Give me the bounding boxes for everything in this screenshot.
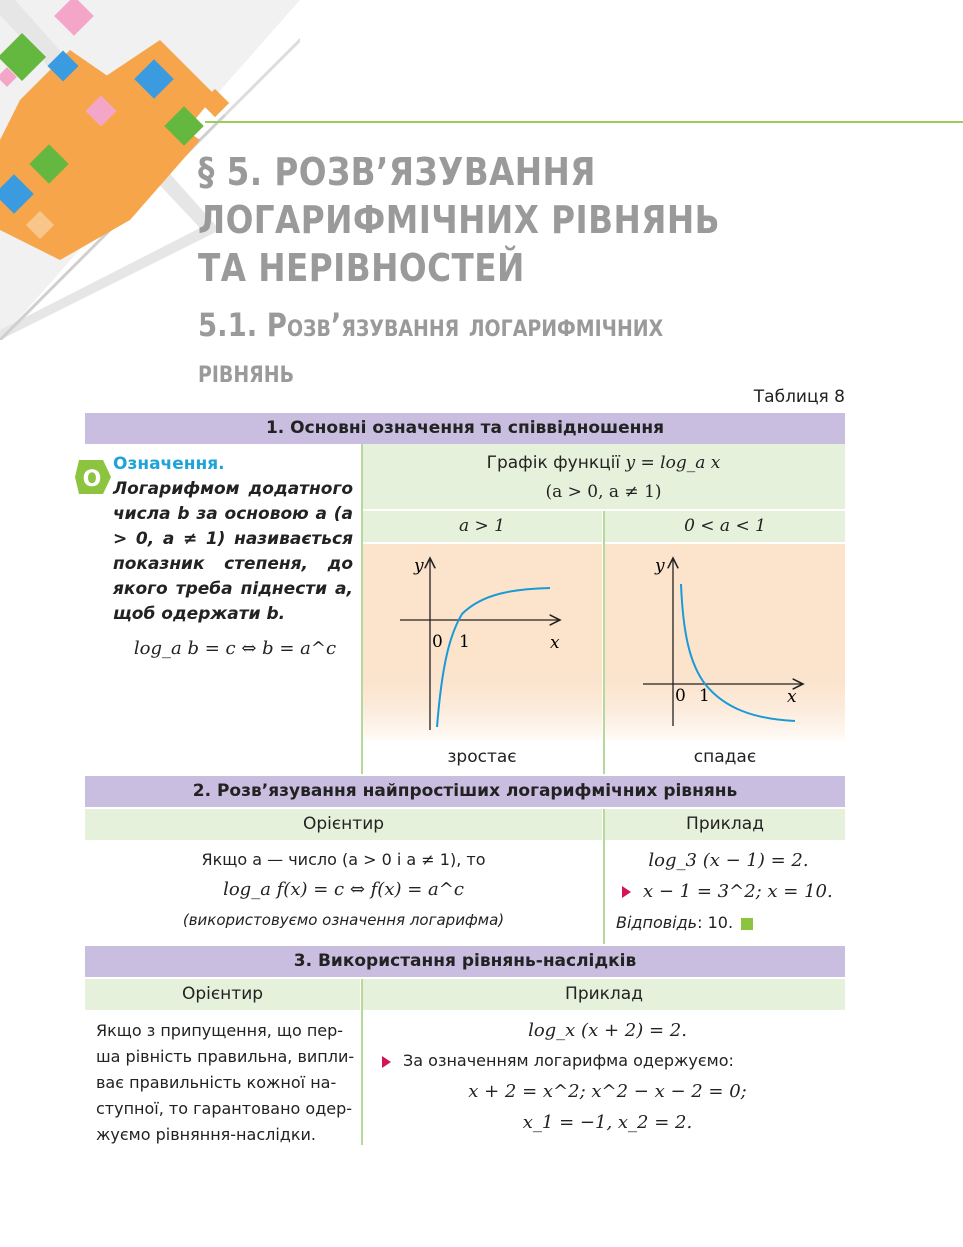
svg-text:0: 0 xyxy=(432,632,443,652)
section-title-line-1: § 5. РОЗВ’ЯЗУВАННЯ xyxy=(198,150,596,194)
block3-col-guide: Орієнтир xyxy=(85,979,360,1010)
divider xyxy=(603,809,605,944)
graph-increasing-area xyxy=(362,544,602,740)
graph-function: y = log_a x xyxy=(625,453,721,473)
block2-col-guide: Орієнтир xyxy=(85,809,602,840)
graph-decreasing-area xyxy=(605,544,845,740)
svg-text:y: y xyxy=(414,556,424,576)
block2-header: 2. Розв’язування найпростіших логарифмічних рівнянь xyxy=(85,776,845,807)
solution-marker-icon xyxy=(382,1056,391,1068)
section-title xyxy=(198,148,800,292)
graph-increasing xyxy=(362,544,602,740)
table-caption: Таблиця 8 xyxy=(753,387,845,407)
block1-header: 1. Основні означення та співвідношення xyxy=(85,413,845,444)
block3-example xyxy=(370,1016,845,1138)
caption-increasing: зростає xyxy=(447,747,517,767)
section-title-line-3: ТА НЕРІВНОСТЕЙ xyxy=(198,246,525,290)
graph-title: Графік функції xyxy=(486,453,621,473)
subsection-title xyxy=(198,302,852,394)
graph-decreasing xyxy=(605,544,845,740)
definition-text xyxy=(113,452,353,627)
block3-rule-line: ша рівність правильна, випли- xyxy=(96,1047,355,1066)
block3-rule-line: ває правильність кожної на- xyxy=(96,1073,337,1092)
definition-body: Логарифмом додатного числа b за основою a (a > 0, a ≠ 1) називається показник степеня, до якого треба піднести a, щоб одержати b. xyxy=(113,479,353,624)
col-a-less-1: 0 < a < 1 xyxy=(605,511,845,542)
caption-decreasing: спадає xyxy=(693,747,757,767)
definition-label: Означення. xyxy=(113,454,225,474)
svg-text:x: x xyxy=(550,633,560,653)
subsection-title-line-1: 5.1. Розв’язування логарифмічних xyxy=(198,306,664,344)
block3-example-line1: x + 2 = x^2; x^2 − x − 2 = 0; xyxy=(468,1081,747,1102)
block2-example xyxy=(612,846,845,941)
block3-col-example: Приклад xyxy=(363,979,845,1010)
svg-text:1: 1 xyxy=(699,686,710,706)
divider xyxy=(603,511,605,774)
block3-example-line2: x_1 = −1, x_2 = 2. xyxy=(522,1112,693,1133)
block3-header: 3. Використання рівнянь-наслідків xyxy=(85,946,845,977)
definition-formula: log_a b = c ⇔ b = a^c xyxy=(133,638,337,659)
block3-guide xyxy=(96,1018,358,1148)
definition-badge-icon xyxy=(75,456,111,498)
block2-example-eq: log_3 (x − 1) = 2. xyxy=(648,850,809,871)
col-a-greater-1: a > 1 xyxy=(362,511,602,542)
block2-rule-formula: log_a f(x) = c ⇔ f(x) = a^c xyxy=(223,879,464,900)
subsection-title-line-2: рівнянь xyxy=(198,352,294,390)
block2-guide xyxy=(85,846,602,941)
block2-rule-note: (використовуємо означення логарифма) xyxy=(182,911,505,929)
svg-text:y: y xyxy=(655,556,665,576)
svg-text:1: 1 xyxy=(459,632,470,652)
block2-rule-text: Якщо a — число (a > 0 і a ≠ 1), то xyxy=(201,850,486,869)
block2-answer: Відповідь: 10. xyxy=(612,908,845,938)
section-title-line-2: ЛОГАРИФМІЧНИХ РІВНЯНЬ xyxy=(198,198,720,242)
block3-rule-line: Якщо з припущення, що пер- xyxy=(96,1021,344,1040)
block3-example-text: За означенням логарифма одержуємо: xyxy=(370,1046,845,1076)
end-of-solution-icon xyxy=(741,918,753,930)
solution-marker-icon xyxy=(622,886,631,898)
divider xyxy=(361,444,363,774)
definition-cell xyxy=(75,448,360,773)
block2-example-solution: x − 1 = 3^2; x = 10. xyxy=(612,876,845,908)
svg-text:О: О xyxy=(82,467,102,492)
graph-condition: (a > 0, a ≠ 1) xyxy=(545,482,662,502)
svg-text:x: x xyxy=(787,687,797,707)
block3-rule-line: жуємо рівняння-наслідки. xyxy=(96,1125,316,1144)
block3-example-eq: log_x (x + 2) = 2. xyxy=(528,1020,687,1041)
block3-rule-line: ступної, то гарантовано одер- xyxy=(96,1099,353,1118)
divider xyxy=(361,979,363,1145)
svg-text:0: 0 xyxy=(675,686,686,706)
block2-col-example: Приклад xyxy=(605,809,845,840)
header-rule xyxy=(205,121,963,123)
graph-title-cell xyxy=(362,444,845,509)
